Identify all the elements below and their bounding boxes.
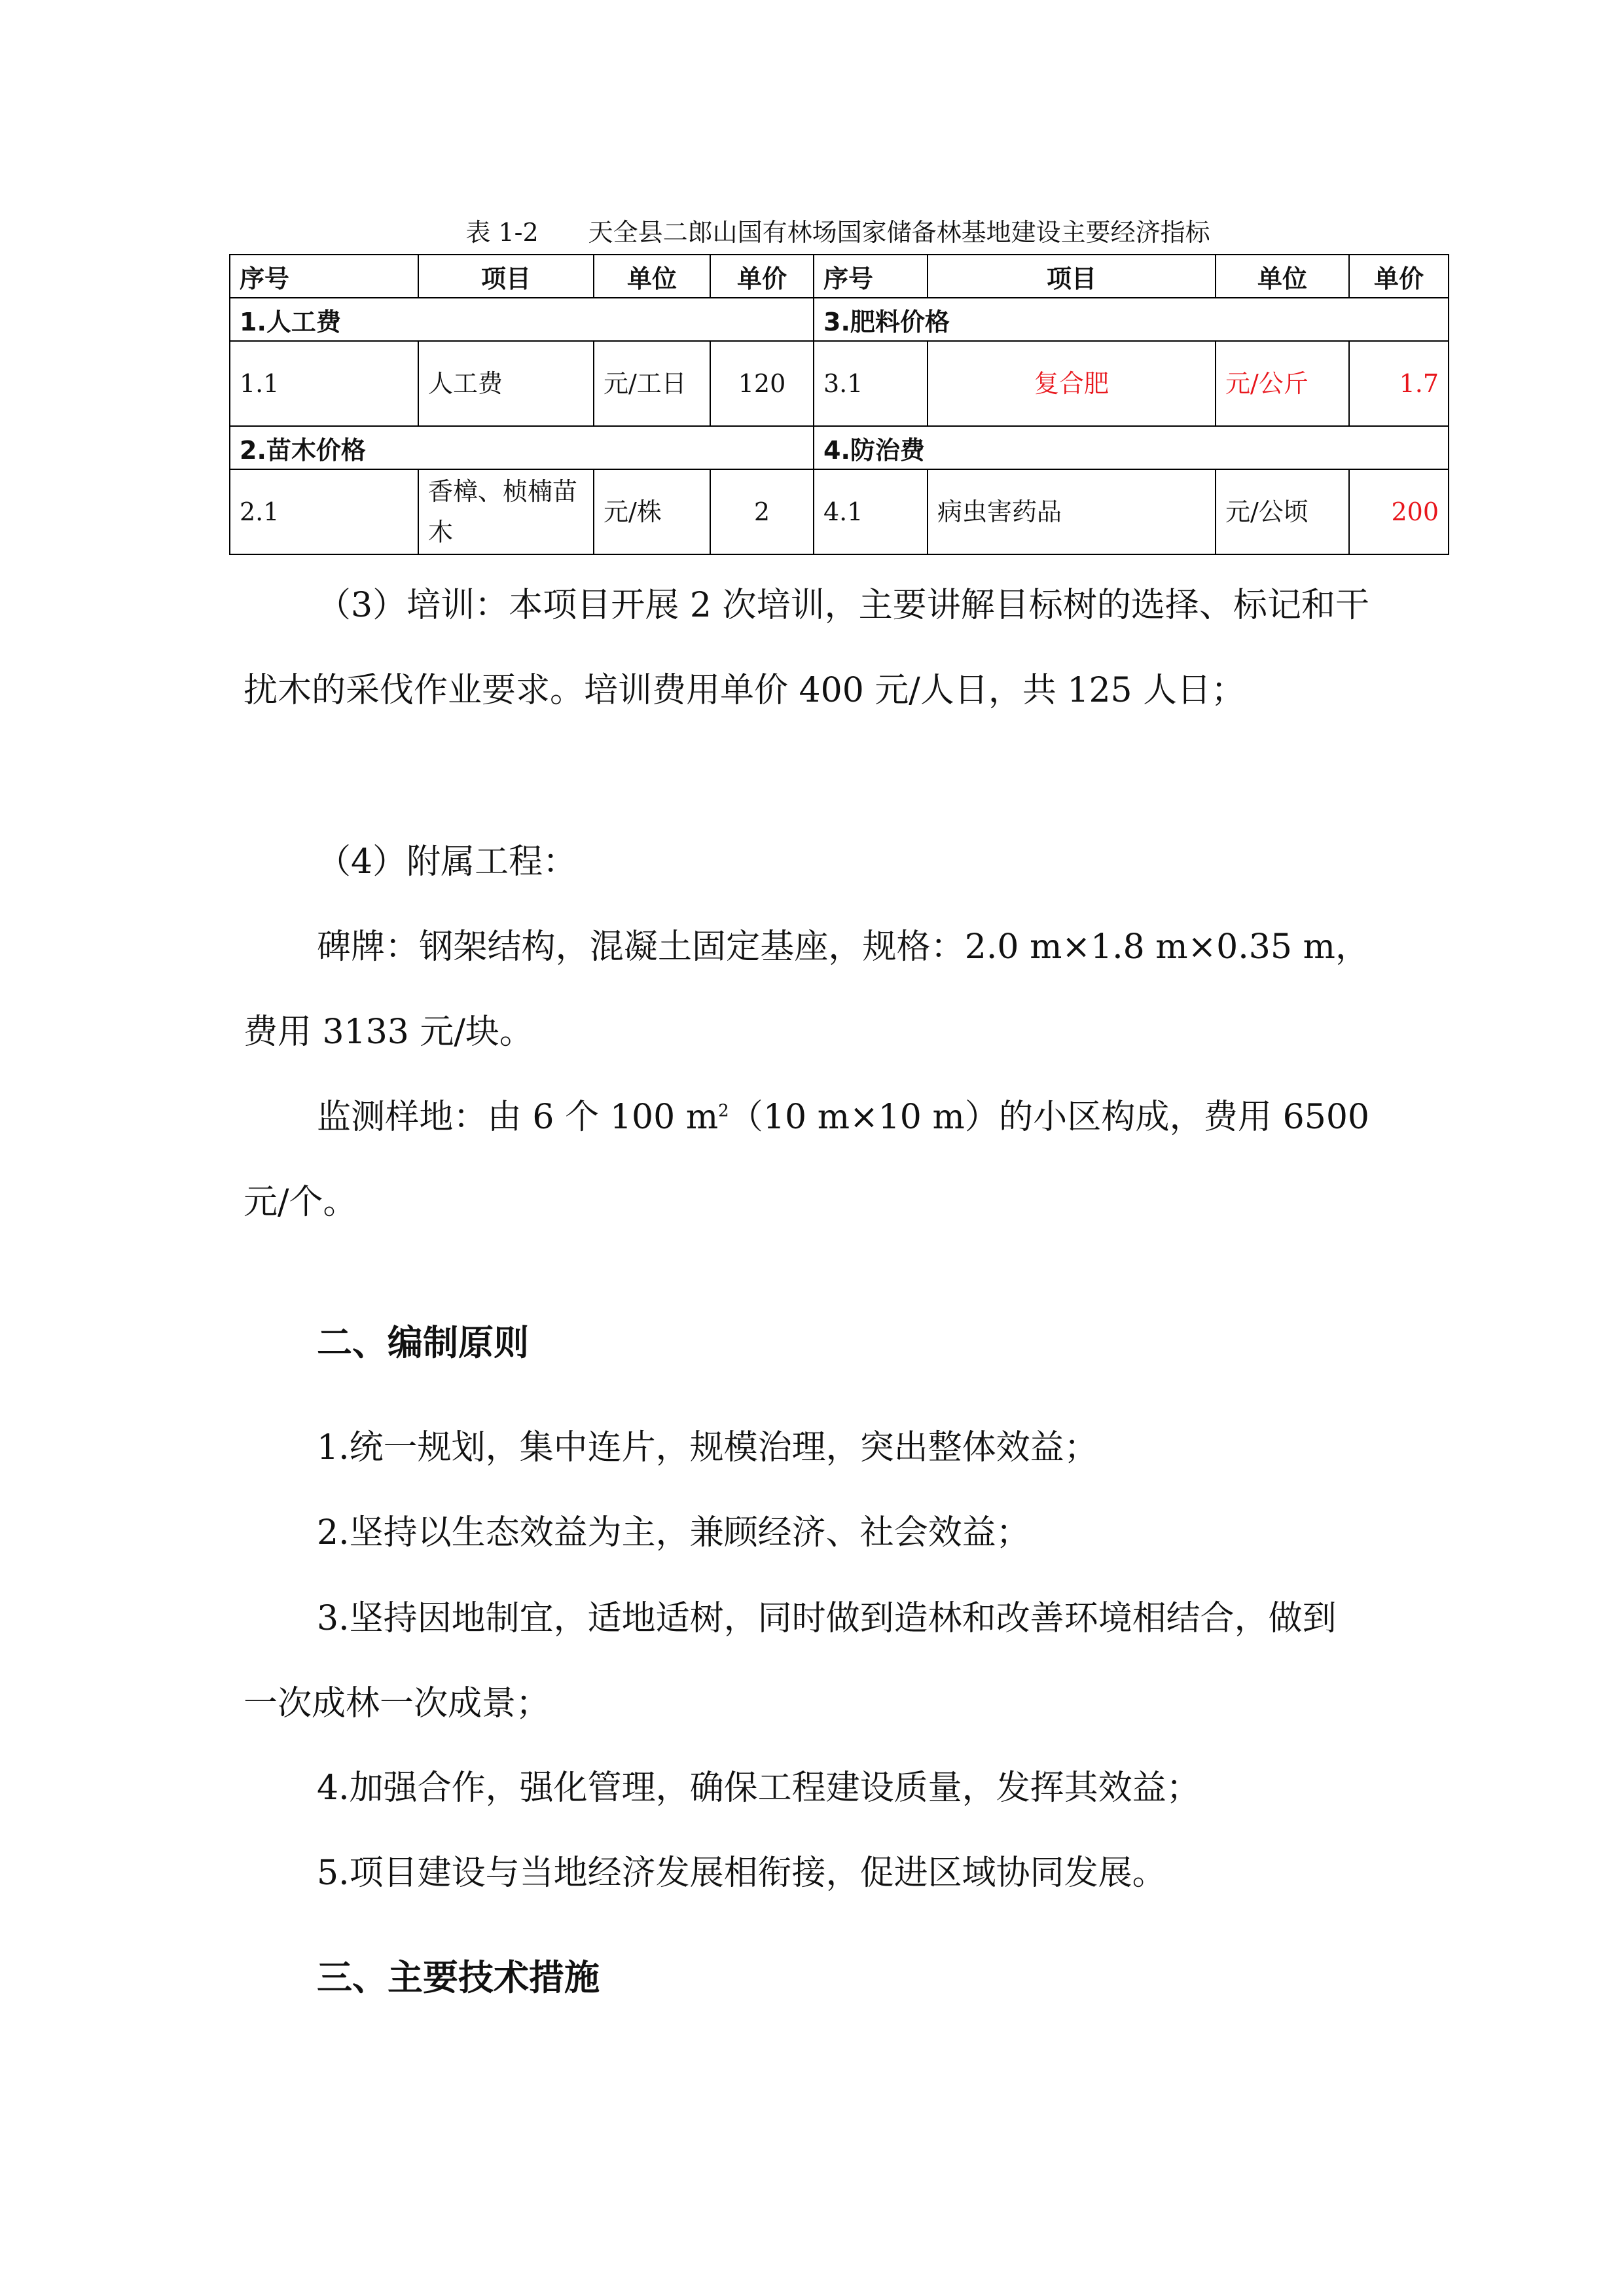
header-unit: 单位 (594, 255, 710, 298)
cell-unit: 元/株 (594, 469, 710, 554)
header-unit: 单位 (1216, 255, 1349, 298)
section-pest-control-cost: 4.防治费 (814, 426, 1449, 469)
cell-unit: 元/公顷 (1216, 469, 1349, 554)
cell-item: 香樟、桢楠苗木 (418, 469, 594, 554)
section-title-technical-measures: 三、主要技术措施 (317, 1957, 600, 1998)
cell-unit: 元/公斤 (1216, 341, 1349, 426)
list-item: 2.坚持以生态效益为主，兼顾经济、社会效益； (317, 1513, 1030, 1552)
table-header-row (230, 255, 1449, 298)
table-caption: 表 1-2 天全县二郎山国有林场国家储备林基地建设主要经济指标 (465, 218, 1210, 247)
cell-item: 病虫害药品 (928, 469, 1216, 554)
ancillary-heading: （4）附属工程： (317, 842, 577, 882)
table-row (230, 341, 1449, 426)
sign-paragraph: 碑牌：钢架结构，混凝土固定基座，规格：2.0 m×1.8 m×0.35 m，费用 3133 元/块。 (244, 927, 1369, 1052)
cell-no: 3.1 (814, 341, 928, 426)
cell-no: 1.1 (230, 341, 418, 426)
cell-unit: 元/工日 (594, 341, 710, 426)
cell-no: 4.1 (814, 469, 928, 554)
cell-price: 2 (710, 469, 814, 554)
cell-price: 1.7 (1349, 341, 1449, 426)
cell-item: 人工费 (418, 341, 594, 426)
training-paragraph: （3）培训：本项目开展 2 次培训，主要讲解目标树的选择、标记和干扰木的采伐作业要求。培训费用单价 400 元/人日，共 125 人日； (244, 586, 1369, 710)
list-item: 3.坚持因地制宜，适地适树，同时做到造林和改善环境相结合，做到一次成林一次成景； (244, 1599, 1337, 1723)
section-title-principles: 二、编制原则 (317, 1322, 529, 1363)
header-price: 单价 (1349, 255, 1449, 298)
header-item: 项目 (928, 255, 1216, 298)
monitoring-paragraph (244, 1075, 1369, 1245)
section-row (230, 426, 1449, 469)
monitoring-prefix: 监测样地：由 6 个 100 m (317, 1098, 719, 1137)
section-fertilizer-price: 3.肥料价格 (814, 298, 1449, 341)
section-labor-cost: 1.人工费 (230, 298, 814, 341)
header-item: 项目 (418, 255, 594, 298)
section-seedling-price: 2.苗木价格 (230, 426, 814, 469)
header-price: 单价 (710, 255, 814, 298)
monitoring-suffix: （10 m×10 m）的小区构成，费用 6500 元/个。 (244, 1098, 1370, 1222)
list-item: 4.加强合作，强化管理，确保工程建设质量，发挥其效益； (317, 1768, 1200, 1808)
list-item: 5.项目建设与当地经济发展相衔接，促进区域协同发展。 (317, 1854, 1166, 1893)
superscript-2: 2 (718, 1101, 729, 1121)
header-no: 序号 (814, 255, 928, 298)
header-no: 序号 (230, 255, 418, 298)
cell-price: 200 (1349, 469, 1449, 554)
section-row (230, 298, 1449, 341)
cell-no: 2.1 (230, 469, 418, 554)
cell-price: 120 (710, 341, 814, 426)
economic-indicators-table (229, 254, 1449, 555)
list-item: 1.统一规划，集中连片，规模治理，突出整体效益； (317, 1428, 1098, 1467)
table-row (230, 469, 1449, 554)
cell-item: 复合肥 (928, 341, 1216, 426)
